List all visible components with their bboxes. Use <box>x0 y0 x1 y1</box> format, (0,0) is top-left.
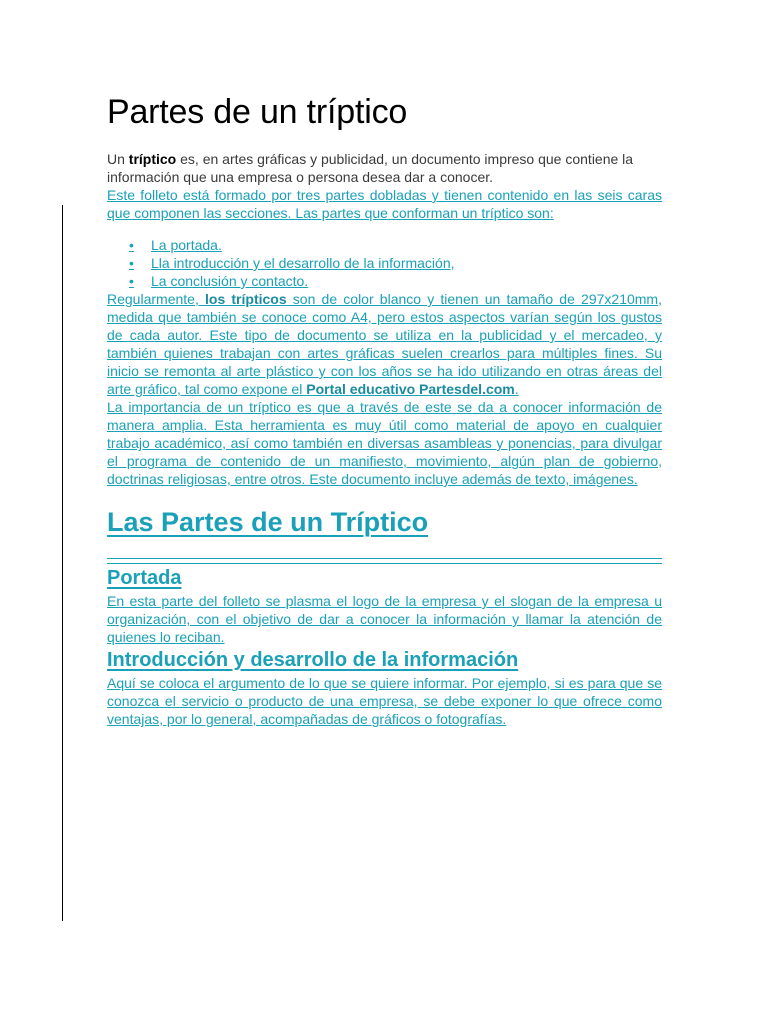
intro-keyword: tríptico <box>128 151 177 167</box>
margin-change-bar <box>62 205 63 921</box>
list-item-label: La portada. <box>151 237 222 253</box>
list-item-label: La conclusión y contacto. <box>151 273 309 289</box>
introduccion-link-paragraph[interactable]: Aquí se coloca el argumento de lo que se quiere informar. Por ejemplo, si es para que se conozca el servicio o producto de una empresa, se debe exponer lo que ofrece como ventajas, por lo general, acompañadas de gráficos o fotografías. <box>107 675 662 727</box>
section-title-link[interactable]: Las Partes de un Tríptico <box>107 507 429 537</box>
bullet-icon: • <box>129 255 134 271</box>
introduccion-heading-link[interactable]: Introducción y desarrollo de la información <box>107 649 519 671</box>
p2-text-a: Regularmente, <box>107 291 205 307</box>
bullet-icon: • <box>129 237 134 253</box>
list-item[interactable] <box>129 236 662 254</box>
intro-text-start: Un <box>107 151 129 167</box>
document-page <box>107 88 662 728</box>
importance-link-paragraph[interactable]: La importancia de un tríptico es que a través de este se da a conocer información de manera amplia. Esta herramienta es muy útil como material de apoyo en cualquier trabajo académico, así como también en diversas asambleas y ponencias, para divulgar el programa de contenido de un manifiesto, movimiento, algún plan de gobierno, doctrinas religiosas, entre otros. Este documento incluye además de texto, imágenes. <box>107 399 662 487</box>
intro-text-end: es, en artes gráficas y publicidad, un documento impreso que contiene la información que una empresa o persona desea dar a conocer. <box>107 151 634 185</box>
p2-text-c: . <box>514 381 519 397</box>
p2-bold-tripticos: los trípticos <box>205 291 287 307</box>
intro-paragraph <box>107 150 662 186</box>
document-title: Partes de un tríptico <box>107 93 408 131</box>
list-item[interactable] <box>129 254 662 272</box>
list-item[interactable] <box>129 272 662 290</box>
tripticos-link-paragraph[interactable] <box>107 290 662 398</box>
portal-educativo-link[interactable]: Portal educativo Partesdel.com <box>306 381 515 397</box>
portada-heading-link[interactable]: Portada <box>107 567 182 589</box>
list-item-label: Lla introducción y el desarrollo de la información, <box>151 255 455 271</box>
description-link-paragraph[interactable]: Este folleto está formado por tres partes dobladas y tienen contenido en las seis caras que componen las secciones. Las partes que conforman un tríptico son: <box>107 187 662 221</box>
portada-link-paragraph[interactable]: En esta parte del folleto se plasma el logo de la empresa y el slogan de la empresa u organización, con el objetivo de dar a conocer la información y llamar la atención de quienes lo reciban. <box>107 593 662 645</box>
parts-list <box>107 236 662 290</box>
p2-text-b: son de color blanco y tienen un tamaño de 297x210mm, medida que también se conoce como A4, pero estos aspectos varían según los gustos de cada autor. Este tipo de documento se utiliza en la publicidad y el mercadeo, y también quienes trabajan con artes gráficas suelen crearlos para múltiples fines. Su inicio se remonta al arte plástico y con los años se ha ido utilizando en otras áreas del arte gráfico, tal como expone el <box>107 291 662 397</box>
bullet-icon: • <box>129 273 134 289</box>
